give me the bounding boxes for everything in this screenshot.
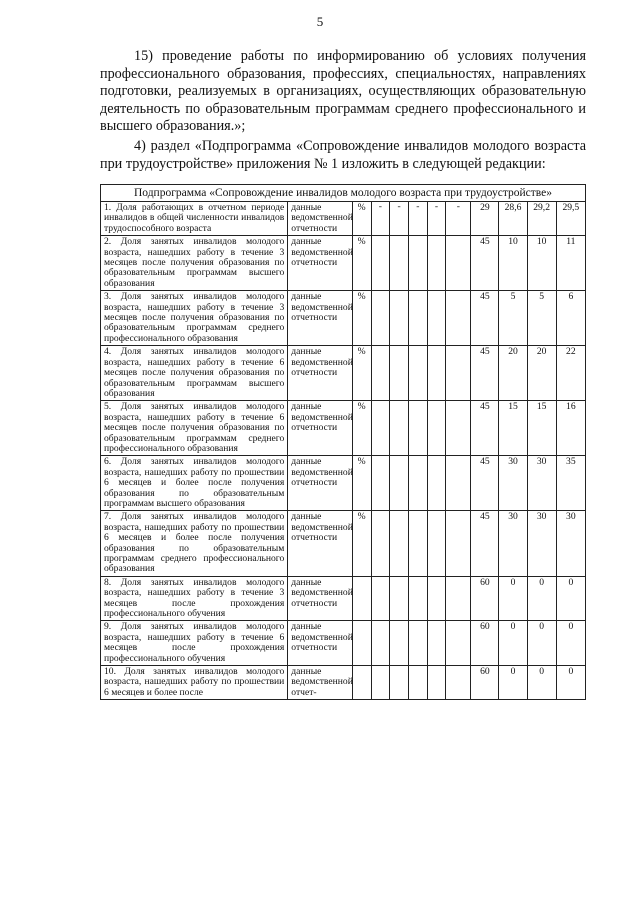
cell-empty-1	[371, 401, 390, 456]
indicator-name: 4. Доля занятых инвалидов молодого возраста, нашедших работу в течение 6 месяцев после получения образования по образовательным программам высшего образования	[101, 346, 288, 401]
cell-empty-4	[427, 666, 446, 700]
value-1: 45	[471, 236, 499, 291]
indicators-table	[100, 184, 586, 700]
value-3: 15	[527, 401, 556, 456]
cell-empty-4	[427, 511, 446, 576]
cell-empty-3	[408, 576, 427, 621]
cell-empty-1	[371, 291, 390, 346]
data-source: данные ведомственной отчетности	[288, 576, 353, 621]
value-4: 35	[556, 456, 585, 511]
indicator-name: 8. Доля занятых инвалидов молодого возраста, нашедших работу в течение 3 месяцев после прохождения профессионального обучения	[101, 576, 288, 621]
unit: %	[352, 202, 371, 236]
data-source: данные ведомственной отчетности	[288, 621, 353, 666]
value-1: 45	[471, 291, 499, 346]
cell-empty-2	[390, 511, 409, 576]
cell-empty-4: -	[427, 202, 446, 236]
table-row	[101, 236, 586, 291]
table-row	[101, 621, 586, 666]
cell-empty-3	[408, 666, 427, 700]
data-source: данные ведомственной отчетности	[288, 511, 353, 576]
paragraph-item-15: 15) проведение работы по информированию об условиях получения профессионального образования, профессиях, специальностях, направлениях подготовки, реализуемых в организациях, осуществляющих образовательную деятельность по образовательным программам среднего профессионального и высшего образования.»;	[100, 48, 586, 134]
value-1: 45	[471, 401, 499, 456]
value-2: 0	[499, 576, 527, 621]
value-3: 30	[527, 456, 556, 511]
value-2: 10	[499, 236, 527, 291]
subprogram-title: Подпрограмма «Сопровождение инвалидов молодого возраста при трудоустройстве»	[101, 185, 586, 202]
cell-empty-4	[427, 621, 446, 666]
value-1: 60	[471, 666, 499, 700]
indicator-name: 10. Доля занятых инвалидов молодого возраста, нашедших работу по прошествии 6 месяцев и более после	[101, 666, 288, 700]
value-4: 6	[556, 291, 585, 346]
indicator-name: 3. Доля занятых инвалидов молодого возраста, нашедших работу в течение 3 месяцев после получения образования по образовательным программам среднего профессионального образования	[101, 291, 288, 346]
table-row	[101, 401, 586, 456]
cell-empty-1	[371, 621, 390, 666]
value-3: 30	[527, 511, 556, 576]
value-3: 20	[527, 346, 556, 401]
cell-empty-5: -	[446, 202, 471, 236]
cell-empty-2: -	[390, 202, 409, 236]
cell-empty-5	[446, 576, 471, 621]
data-source: данные ведомственной отчетности	[288, 346, 353, 401]
value-4: 0	[556, 621, 585, 666]
value-3: 0	[527, 621, 556, 666]
value-2: 0	[499, 666, 527, 700]
cell-empty-2	[390, 401, 409, 456]
value-1: 45	[471, 456, 499, 511]
value-1: 45	[471, 346, 499, 401]
cell-empty-2	[390, 621, 409, 666]
unit	[352, 666, 371, 700]
value-2: 5	[499, 291, 527, 346]
cell-empty-5	[446, 346, 471, 401]
value-2: 28,6	[499, 202, 527, 236]
value-4: 16	[556, 401, 585, 456]
cell-empty-3	[408, 346, 427, 401]
value-3: 0	[527, 576, 556, 621]
cell-empty-2	[390, 346, 409, 401]
cell-empty-3	[408, 621, 427, 666]
cell-empty-3	[408, 511, 427, 576]
cell-empty-5	[446, 621, 471, 666]
cell-empty-2	[390, 291, 409, 346]
cell-empty-3	[408, 236, 427, 291]
cell-empty-2	[390, 666, 409, 700]
table-title-row	[101, 185, 586, 202]
unit: %	[352, 346, 371, 401]
cell-empty-5	[446, 236, 471, 291]
table-row	[101, 666, 586, 700]
indicator-name: 9. Доля занятых инвалидов молодого возраста, нашедших работу в течение 6 месяцев после прохождения профессионального обучения	[101, 621, 288, 666]
cell-empty-1	[371, 346, 390, 401]
cell-empty-4	[427, 576, 446, 621]
table-row	[101, 346, 586, 401]
unit: %	[352, 511, 371, 576]
cell-empty-1	[371, 456, 390, 511]
data-source: данные ведомственной отчетности	[288, 401, 353, 456]
indicator-name: 2. Доля занятых инвалидов молодого возраста, нашедших работу в течение 3 месяцев после получения образования по образовательным программам высшего образования	[101, 236, 288, 291]
value-1: 45	[471, 511, 499, 576]
data-source: данные ведомственной отчет-	[288, 666, 353, 700]
unit: %	[352, 236, 371, 291]
cell-empty-4	[427, 346, 446, 401]
cell-empty-5	[446, 401, 471, 456]
value-3: 0	[527, 666, 556, 700]
cell-empty-4	[427, 291, 446, 346]
table-row	[101, 456, 586, 511]
cell-empty-2	[390, 456, 409, 511]
unit: %	[352, 401, 371, 456]
value-1: 29	[471, 202, 499, 236]
cell-empty-1	[371, 666, 390, 700]
value-3: 5	[527, 291, 556, 346]
table-row	[101, 202, 586, 236]
value-4: 29,5	[556, 202, 585, 236]
value-2: 30	[499, 511, 527, 576]
unit	[352, 576, 371, 621]
indicator-name: 1. Доля работающих в отчетном периоде инвалидов в общей численности инвалидов трудоспособного возраста	[101, 202, 288, 236]
table-row	[101, 291, 586, 346]
cell-empty-4	[427, 236, 446, 291]
value-1: 60	[471, 576, 499, 621]
cell-empty-5	[446, 456, 471, 511]
value-2: 30	[499, 456, 527, 511]
cell-empty-2	[390, 236, 409, 291]
unit: %	[352, 291, 371, 346]
cell-empty-1	[371, 236, 390, 291]
indicator-name: 5. Доля занятых инвалидов молодого возраста, нашедших работу в течение 6 месяцев после получения образования по образовательным программам среднего профессионального образования	[101, 401, 288, 456]
value-2: 0	[499, 621, 527, 666]
cell-empty-5	[446, 291, 471, 346]
value-2: 20	[499, 346, 527, 401]
value-4: 0	[556, 666, 585, 700]
cell-empty-4	[427, 456, 446, 511]
value-4: 0	[556, 576, 585, 621]
cell-empty-1: -	[371, 202, 390, 236]
paragraph-item-4: 4) раздел «Подпрограмма «Сопровождение инвалидов молодого возраста при трудоустройстве» приложения № 1 изложить в следующей редакции:	[100, 138, 586, 172]
value-4: 30	[556, 511, 585, 576]
cell-empty-3	[408, 456, 427, 511]
cell-empty-1	[371, 576, 390, 621]
table-row	[101, 511, 586, 576]
data-source: данные ведомственной отчетности	[288, 236, 353, 291]
table-row	[101, 576, 586, 621]
unit: %	[352, 456, 371, 511]
unit	[352, 621, 371, 666]
cell-empty-3	[408, 401, 427, 456]
value-4: 22	[556, 346, 585, 401]
cell-empty-4	[427, 401, 446, 456]
cell-empty-1	[371, 511, 390, 576]
page-number: 5	[316, 14, 324, 29]
data-source: данные ведомственной отчетности	[288, 456, 353, 511]
cell-empty-2	[390, 576, 409, 621]
value-1: 60	[471, 621, 499, 666]
value-3: 29,2	[527, 202, 556, 236]
indicator-name: 6. Доля занятых инвалидов молодого возраста, нашедших работу по прошествии 6 месяцев и более после получения образования по образовательным программам высшего образования	[101, 456, 288, 511]
cell-empty-3: -	[408, 202, 427, 236]
indicator-name: 7. Доля занятых инвалидов молодого возраста, нашедших работу по прошествии 6 месяцев и более после получения образования по образовательным программам среднего профессионального образования	[101, 511, 288, 576]
cell-empty-5	[446, 666, 471, 700]
value-3: 10	[527, 236, 556, 291]
data-source: данные ведомственной отчетности	[288, 291, 353, 346]
data-source: данные ведомственной отчетности	[288, 202, 353, 236]
cell-empty-5	[446, 511, 471, 576]
value-4: 11	[556, 236, 585, 291]
cell-empty-3	[408, 291, 427, 346]
value-2: 15	[499, 401, 527, 456]
